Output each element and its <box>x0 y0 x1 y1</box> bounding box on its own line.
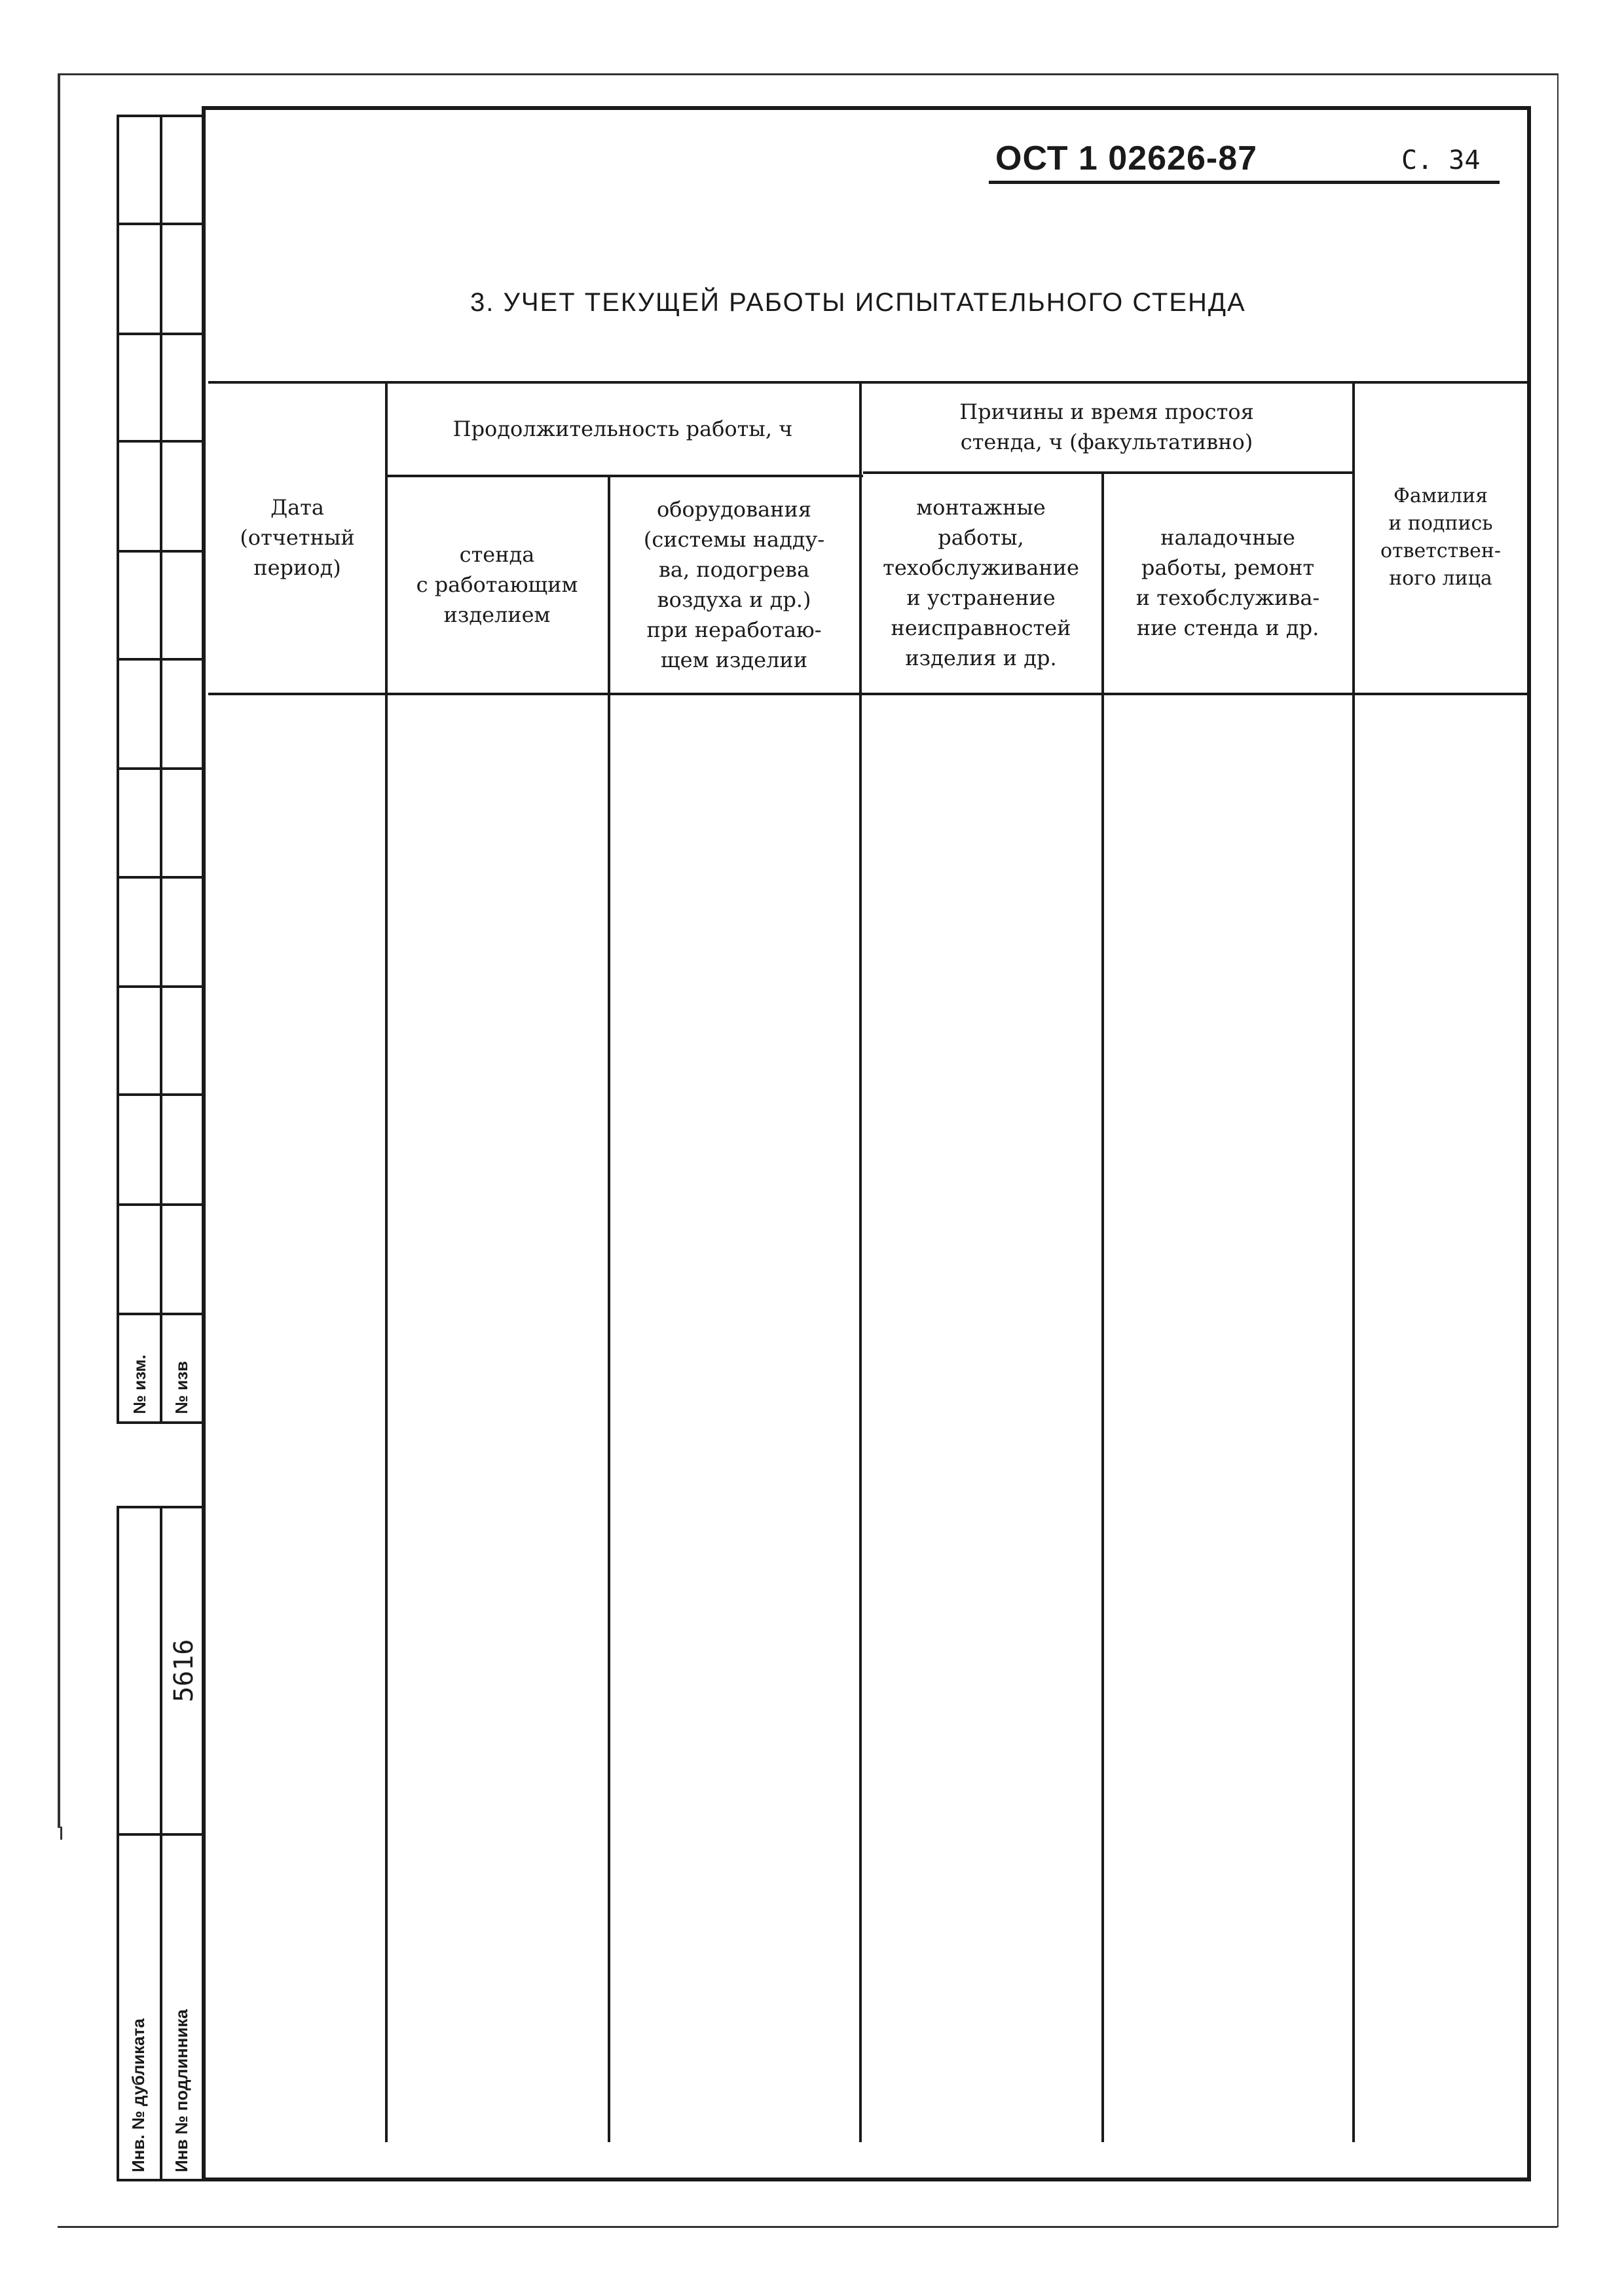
side-stamp-row-line <box>117 223 202 225</box>
header-signature: Фамилия и подпись ответствен- ного лица <box>1380 484 1502 590</box>
side-stamp-row-line <box>117 550 202 553</box>
header-mounting: монтажные работы, техобслуживание и устранение неисправностей изделия и др. <box>883 495 1079 670</box>
side-stamp-row-line <box>117 767 202 770</box>
side-stamp-row-line <box>117 1093 202 1096</box>
side-stamp-lower-row-line <box>117 1833 202 1836</box>
side-stamp-row-line <box>117 1203 202 1206</box>
side-stamp-row-line <box>117 333 202 335</box>
page-frame-left <box>58 73 60 1828</box>
section-title: 3. УЧЕТ ТЕКУЩЕЙ РАБОТЫ ИСПЫТАТЕЛЬНОГО СТЕНДА <box>470 288 1246 317</box>
side-stamp-row-line <box>117 876 202 879</box>
page-number: С. 34 <box>1401 145 1481 175</box>
table-body <box>211 695 1527 2142</box>
header-adjustment: наладочные работы, ремонт и техобслужива- ние стенда и др. <box>1135 525 1320 640</box>
header-equipment: оборудования (системы надду- ва, подогрева воздуха и др.) при неработаю- щем изделии <box>643 496 825 672</box>
side-stamp-row-line <box>117 658 202 661</box>
change-notice-label: № изв <box>172 1360 191 1414</box>
original-inventory-label: Инв № подлинника <box>172 2009 191 2172</box>
document-code: ОСТ 1 02626-87 <box>995 139 1258 177</box>
page-frame-right <box>1557 73 1559 2227</box>
scan-mark <box>60 1827 62 1840</box>
header-date: Дата (отчетный период) <box>240 495 355 580</box>
header-group-duration: Продолжительность работы, ч <box>452 416 793 441</box>
side-stamp-row-line <box>117 985 202 988</box>
original-inventory-number: 5616 <box>169 1639 199 1702</box>
duplicate-inventory-label: Инв. № дубликата <box>128 2018 148 2172</box>
page-frame-top <box>58 73 1557 75</box>
header-group-downtime: Причины и время простоя стенда, ч (факультативно) <box>959 399 1254 454</box>
side-stamp-lower-divider <box>160 1506 162 2181</box>
header-stand-running: стенда с работающим изделием <box>416 541 578 627</box>
page-frame-bottom <box>58 2226 1557 2228</box>
change-number-label: № изм. <box>130 1355 149 1414</box>
side-stamp-row-line <box>117 440 202 443</box>
side-stamp-row-line <box>117 1313 202 1315</box>
header-underline <box>989 181 1500 184</box>
